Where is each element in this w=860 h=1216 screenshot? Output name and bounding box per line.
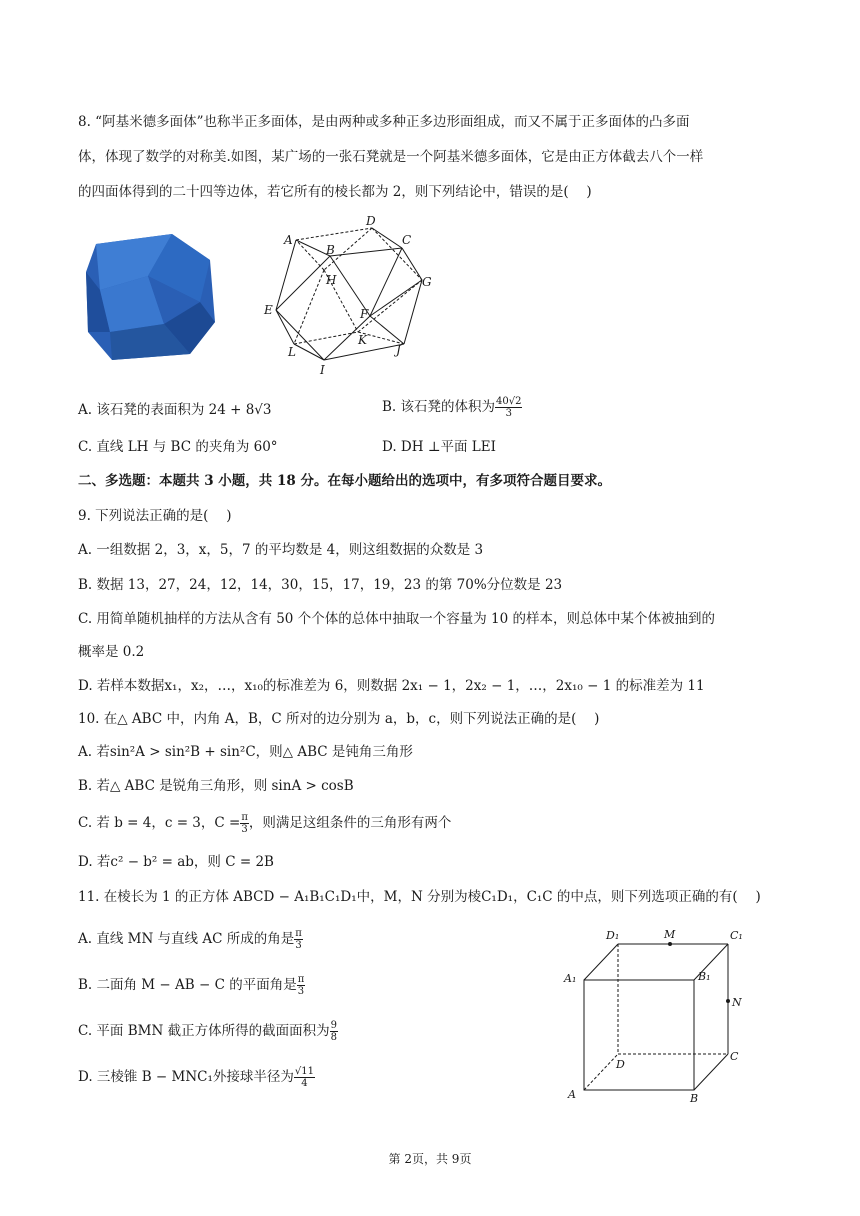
cube-label-d: D: [616, 1058, 625, 1071]
q8-option-d: D. DH ⊥平面 LEI: [382, 439, 496, 455]
q8-stem-line3: 的四面体得到的二十四等边体，若它所有的棱长都为 2，则下列结论中，错误的是( ): [78, 184, 592, 200]
q9-option-b: B. 数据 13，27，24，12，14，30，15，17，19，23 的第 70%分位数是 23: [78, 577, 563, 593]
page-footer: 第 2页，共 9页: [388, 1152, 472, 1166]
q11-option-b: B. 二面角 M − AB − C 的平面角是 $\frac{\pi}{3}$: [78, 974, 305, 997]
q9-option-a: A. 一组数据 2，3，x，5，7 的平均数是 4，则这组数据的众数是 3: [78, 542, 484, 558]
vertex-label-c: C: [402, 233, 412, 247]
q11-stem: 11. 在棱长为 1 的正方体 ABCD − A₁B₁C₁D₁中，M，N 分别为棱C₁D₁，C₁C 的中点，则下列选项正确的有( ): [78, 889, 761, 905]
cube-label-a: A: [568, 1088, 576, 1101]
cube-label-a1: A₁: [564, 972, 577, 985]
q8-option-b: B. 该石凳的体积为 $\frac{40√2}{3}$: [382, 396, 522, 419]
q11-option-a: A. 直线 MN 与直线 AC 所成的角是 $\frac{\pi}{3}$: [78, 928, 302, 951]
section-title-multiple-choice: 二、多选题：本题共 3 小题，共 18 分。在每小题给出的选项中，有多项符合题目要求。: [78, 473, 611, 489]
q10-option-d: D. 若c² − b² = ab，则 C = 2B: [78, 854, 274, 870]
vertex-label-k: K: [358, 333, 367, 347]
vertex-label-d: D: [366, 214, 376, 228]
vertex-label-e: E: [264, 303, 273, 317]
q9-option-c-line2: 概率是 0.2: [78, 644, 145, 660]
vertex-label-a: A: [284, 233, 293, 247]
cube-label-c: C: [730, 1050, 739, 1063]
q10-option-b: B. 若△ ABC 是锐角三角形，则 sinA > cosB: [78, 778, 354, 794]
q10-option-c: C. 若 b = 4，c = 3，C = $\frac{\pi}{3}$ ，则满足这组条件的三角形有两个: [78, 812, 452, 835]
vertex-label-h: H: [326, 273, 337, 287]
q10-option-a: A. 若sin²A > sin²B + sin²C，则△ ABC 是钝角三角形: [78, 744, 413, 760]
cube-label-n: N: [732, 996, 742, 1009]
vertex-label-g: G: [422, 275, 432, 289]
q11-option-c: C. 平面 BMN 截正方体所得的截面面积为 $\frac{9}{8}$: [78, 1020, 337, 1043]
vertex-label-i: I: [320, 363, 325, 377]
vertex-label-b: B: [326, 243, 335, 257]
cube-label-d1: D₁: [606, 929, 620, 942]
q9-option-c-line1: C. 用简单随机抽样的方法从含有 50 个个体的总体中抽取一个容量为 10 的样本，则总体中某个体被抽到的: [78, 611, 715, 627]
q8-option-a: A. 该石凳的表面积为 24 + 8√3: [78, 402, 272, 418]
q8-stem-line2: 体，体现了数学的对称美.如图，某广场的一张石凳就是一个阿基米德多面体，它是由正方体截去八个一样: [78, 149, 704, 165]
vertex-label-l: L: [288, 345, 296, 359]
cube-label-b: B: [690, 1092, 699, 1105]
stone-bench-image: [82, 232, 222, 360]
q9-option-d: D. 若样本数据x₁，x₂，…，x₁₀的标准差为 6，则数据 2x₁ − 1，2x₂ − 1，…，2x₁₀ − 1 的标准差为 11: [78, 678, 705, 694]
q11-option-d: D. 三棱锥 B − MNC₁外接球半径为 $\frac{√11}{4}$: [78, 1066, 315, 1089]
vertex-label-j: J: [396, 343, 401, 357]
cube-label-b1: B₁: [698, 970, 711, 983]
polyhedron-diagram: [262, 212, 442, 380]
q8-option-c: C. 直线 LH 与 BC 的夹角为 60°: [78, 439, 278, 455]
cube-diagram: [562, 926, 752, 1106]
q10-stem: 10. 在△ ABC 中，内角 A，B，C 所对的边分别为 a，b，c，则下列说法正确的是( ): [78, 711, 600, 727]
cube-label-m: M: [664, 928, 676, 941]
q8-stem-line1: 8. “阿基米德多面体”也称半正多面体，是由两种或多种正多边形面组成，而又不属于正多面体的凸多面: [78, 114, 690, 130]
vertex-label-f: F: [360, 307, 369, 321]
q9-stem: 9. 下列说法正确的是( ): [78, 508, 232, 524]
cube-label-c1: C₁: [730, 929, 743, 942]
